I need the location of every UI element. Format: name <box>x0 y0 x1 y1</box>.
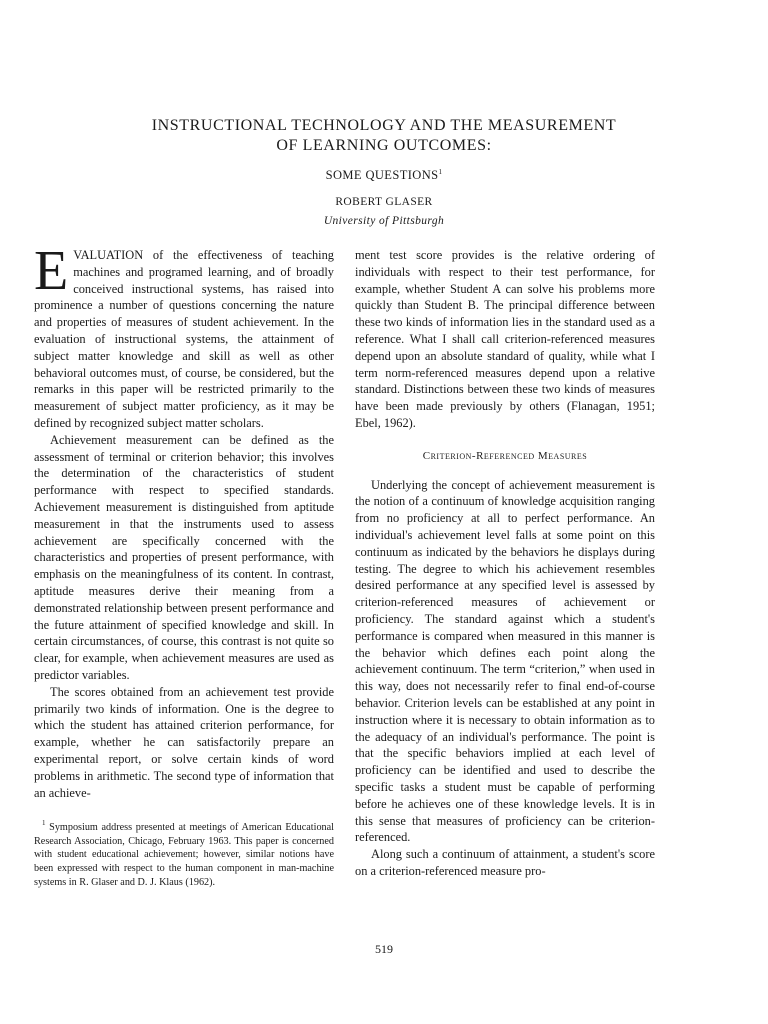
left-column <box>34 240 334 889</box>
footnote-text: Symposium address presented at meetings of American Educational Research Association, Chicago, February 1963. This paper is concerned with student educational achievement; however, similar notions have been expressed with respect to the human component in man-machine systems in R. Glaser and D. J. Klaus (1962). <box>34 822 334 888</box>
page-number: 519 <box>375 942 393 956</box>
paragraph-test-scores: The scores obtained from an achievement test provide primarily two kinds of information. One is the degree to which the student has attained criterion performance, for example, whether he can satisfactorily prepare an experimental report, or solve certain kinds of word problems in arithmetic. The second type of information that an achieve- <box>34 684 334 800</box>
subtitle-footnote-mark: 1 <box>438 168 443 176</box>
right-column <box>355 247 655 880</box>
footnote <box>34 817 334 889</box>
drop-cap-letter: E <box>34 240 69 302</box>
subtitle-text: SOME QUESTIONS <box>325 168 439 182</box>
author-affiliation: University of Pittsburgh <box>323 215 445 227</box>
paragraph-intro <box>34 240 334 432</box>
paragraph-achievement-measurement: Achievement measurement can be defined as the assessment of terminal or criterion behavior; this involves the determination of the characteristics of student performance with respect to specified standards. Achievement measurement is distinguished from aptitude measurement in that the instruments used to assess achievement are specifically concerned with the characteristics and properties of present performance, with emphasis on the meaningfulness of its content. In contrast, aptitude measures derive their meaning from a demonstrated relationship between present performance and the future attainment of specified knowledge and skill. In certain circumstances, of course, this contrast is not quite so clear, for example, when achievement measures are used as predictor variables. <box>34 432 334 682</box>
article-title-line-1: INSTRUCTIONAL TECHNOLOGY AND THE MEASUREMENT <box>151 117 617 134</box>
paragraph-continuum: Underlying the concept of achievement measurement is the notion of a continuum of knowledge acquisition ranging from no proficiency at all to perfect performance. An individual's achievement level falls at some point on this continuum as indicated by the behaviors he displays during testing. The degree to which his achievement resembles desired performance at any specified level is assessed by criterion-referenced measures of achievement or proficiency. The standard against which a student's performance is compared when measured in this manner is the behavior which defines each point along the achievement continuum. The term “criterion,” when used in this way, does not necessarily refer to final end-of-course behavior. Criterion levels can be established at any point in instruction where it is necessary to obtain information as to the adequacy of an individual's performance. The point is that the specific behaviors implied at each level of proficiency can be identified and used to describe the specific tasks a student must be capable of performing before he achieves one of these knowledge levels. It is in this sense that measures of proficiency can be criterion-referenced. <box>355 477 655 845</box>
author-name: ROBERT GLASER <box>335 196 433 208</box>
intro-text: of the effectiveness of teaching machines and programed learning, and of broadly conceived instructional systems, has raised into prominence a number of questions concerning the nature and properties of measures of student achievement. In the evaluation of instructional systems, the attainment of subject matter knowledge and skill as well as other behavioral outcomes must, of course, be considered, but the remarks in this paper will be restricted primarily to the measurement of subject matter proficiency, as it may be defined by recognized subject matter scholars. <box>34 248 334 430</box>
section-heading: Criterion-Referenced Measures <box>422 449 588 462</box>
article-title-line-2: OF LEARNING OUTCOMES: <box>276 137 492 154</box>
paragraph-attainment: Along such a continuum of attainment, a student's score on a criterion-referenced measure pro- <box>355 847 655 878</box>
footnote-mark: 1 <box>42 819 46 828</box>
intro-first-word: VALUATION <box>73 248 144 262</box>
paragraph-continuation: ment test score provides is the relative ordering of individuals with respect to their test performance, for example, whether Student A can solve his problems more quickly than Student B. The principal difference between these two kinds of information lies in the standard used as a reference. What I shall call criterion-referenced measures depend upon an absolute standard of quality, while what I term norm-referenced measures depend upon a relative standard. Distinctions between these two kinds of measures have been made previously by others (Flanagan, 1951; Ebel, 1962). <box>355 248 655 430</box>
article-subtitle <box>0 164 768 183</box>
